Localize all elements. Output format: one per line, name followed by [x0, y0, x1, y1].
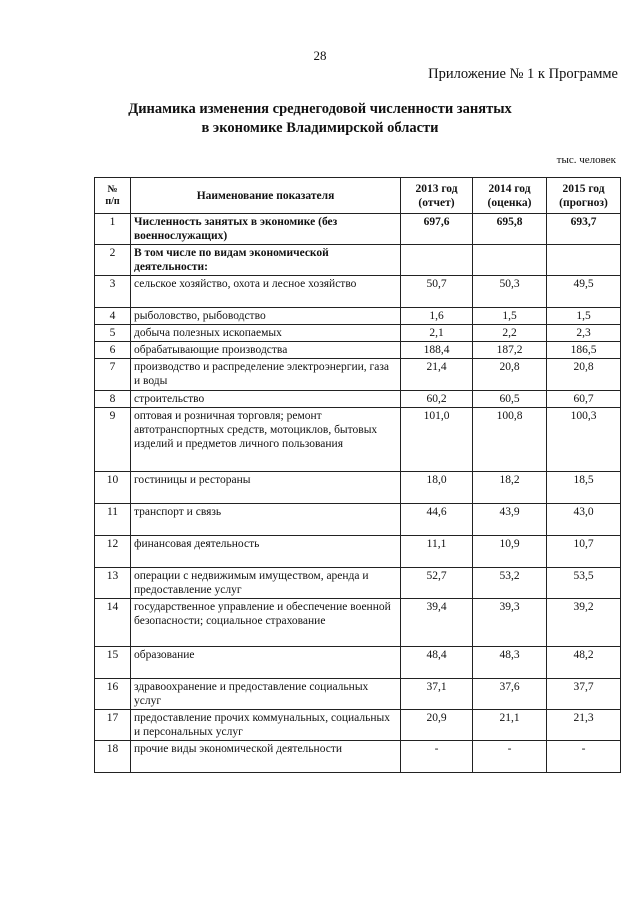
row-value-2015: 100,3 [547, 408, 621, 472]
row-value-2015: 1,5 [547, 308, 621, 325]
row-value-2013: 697,6 [401, 214, 473, 245]
row-value-2015: 693,7 [547, 214, 621, 245]
appendix-label: Приложение № 1 к Программе [428, 66, 618, 82]
row-value-2014: 60,5 [473, 391, 547, 408]
row-number: 13 [95, 568, 131, 599]
row-value-2013: 2,1 [401, 325, 473, 342]
row-value-2014: 1,5 [473, 308, 547, 325]
table-row [95, 536, 621, 568]
row-value-2015: 21,3 [547, 710, 621, 741]
row-value-2015: 60,7 [547, 391, 621, 408]
header-2014-line-2: (оценка) [487, 196, 532, 209]
row-value-2015: 48,2 [547, 647, 621, 679]
row-number: 11 [95, 504, 131, 536]
row-value-2013: 50,7 [401, 276, 473, 308]
row-number: 7 [95, 359, 131, 391]
row-number: 18 [95, 741, 131, 773]
table-row [95, 647, 621, 679]
row-name: добыча полезных ископаемых [131, 325, 401, 342]
row-number: 17 [95, 710, 131, 741]
row-number: 3 [95, 276, 131, 308]
header-2015-line-1: 2015 год [562, 182, 605, 195]
row-name: транспорт и связь [131, 504, 401, 536]
unit-label: тыс. человек [556, 154, 616, 166]
row-name: строительство [131, 391, 401, 408]
header-number-line-1: № [107, 183, 118, 195]
table-row [95, 710, 621, 741]
row-name: В том числе по видам экономической деятельности: [131, 245, 401, 276]
row-value-2013: 21,4 [401, 359, 473, 391]
row-value-2013: 44,6 [401, 504, 473, 536]
table-row [95, 359, 621, 391]
row-value-2014: 187,2 [473, 342, 547, 359]
table-row [95, 214, 621, 245]
row-value-2013: 188,4 [401, 342, 473, 359]
row-number: 5 [95, 325, 131, 342]
row-name: рыболовство, рыбоводство [131, 308, 401, 325]
header-2014-line-1: 2014 год [488, 182, 531, 195]
table-row [95, 342, 621, 359]
row-value-2015 [547, 245, 621, 276]
table-row [95, 408, 621, 472]
page-number: 28 [313, 48, 327, 63]
row-value-2015: 39,2 [547, 599, 621, 647]
table-row [95, 325, 621, 342]
row-number: 14 [95, 599, 131, 647]
row-number: 8 [95, 391, 131, 408]
row-value-2015: 49,5 [547, 276, 621, 308]
row-number: 9 [95, 408, 131, 472]
row-value-2015: 20,8 [547, 359, 621, 391]
row-number: 15 [95, 647, 131, 679]
row-name: прочие виды экономической деятельности [131, 741, 401, 773]
row-name: оптовая и розничная торговля; ремонт автотранспортных средств, мотоциклов, бытовых изделий и предметов личного пользования [131, 408, 401, 472]
row-value-2013: 20,9 [401, 710, 473, 741]
table-row [95, 504, 621, 536]
row-value-2013: 37,1 [401, 679, 473, 710]
row-name: государственное управление и обеспечение военной безопасности; социальное страхование [131, 599, 401, 647]
row-value-2014: 53,2 [473, 568, 547, 599]
row-name: производство и распределение электроэнергии, газа и воды [131, 359, 401, 391]
row-value-2014: 50,3 [473, 276, 547, 308]
row-number: 6 [95, 342, 131, 359]
table-header-row [95, 178, 621, 214]
header-2014 [473, 178, 547, 214]
row-value-2014: 18,2 [473, 472, 547, 504]
row-name: финансовая деятельность [131, 536, 401, 568]
table-row [95, 679, 621, 710]
table-row [95, 599, 621, 647]
row-value-2013: 101,0 [401, 408, 473, 472]
table-row [95, 391, 621, 408]
row-value-2013: 1,6 [401, 308, 473, 325]
row-value-2015: 53,5 [547, 568, 621, 599]
row-value-2015: 43,0 [547, 504, 621, 536]
table-body [95, 214, 621, 773]
row-name: предоставление прочих коммунальных, социальных и персональных услуг [131, 710, 401, 741]
row-number: 2 [95, 245, 131, 276]
row-name: образование [131, 647, 401, 679]
title-line-1: Динамика изменения среднегодовой численности занятых [128, 101, 512, 117]
row-value-2013: 48,4 [401, 647, 473, 679]
row-value-2014: 2,2 [473, 325, 547, 342]
table-row [95, 472, 621, 504]
header-number [95, 178, 131, 214]
row-value-2014: - [473, 741, 547, 773]
row-value-2014: 21,1 [473, 710, 547, 741]
row-value-2014: 48,3 [473, 647, 547, 679]
header-2013-line-2: (отчет) [418, 196, 455, 209]
row-value-2013: 39,4 [401, 599, 473, 647]
row-number: 1 [95, 214, 131, 245]
row-value-2013: - [401, 741, 473, 773]
row-value-2015: 186,5 [547, 342, 621, 359]
row-number: 12 [95, 536, 131, 568]
row-value-2014 [473, 245, 547, 276]
row-number: 10 [95, 472, 131, 504]
row-value-2013: 60,2 [401, 391, 473, 408]
employment-table [94, 177, 621, 773]
row-name: операции с недвижимым имуществом, аренда и предоставление услуг [131, 568, 401, 599]
row-value-2015: 18,5 [547, 472, 621, 504]
table-row [95, 245, 621, 276]
title-line-2: в экономике Владимирской области [201, 120, 439, 136]
row-name: сельское хозяйство, охота и лесное хозяйство [131, 276, 401, 308]
table-row [95, 276, 621, 308]
row-name: Численность занятых в экономике (без военнослужащих) [131, 214, 401, 245]
row-value-2013: 11,1 [401, 536, 473, 568]
row-name: здравоохранение и предоставление социальных услуг [131, 679, 401, 710]
row-value-2014: 43,9 [473, 504, 547, 536]
row-value-2014: 37,6 [473, 679, 547, 710]
row-number: 4 [95, 308, 131, 325]
table-row [95, 308, 621, 325]
row-name: обрабатывающие производства [131, 342, 401, 359]
header-2015 [547, 178, 621, 214]
row-value-2014: 20,8 [473, 359, 547, 391]
row-number: 16 [95, 679, 131, 710]
row-value-2013: 52,7 [401, 568, 473, 599]
row-value-2015: 2,3 [547, 325, 621, 342]
header-2015-line-2: (прогноз) [559, 196, 608, 209]
row-name: гостиницы и рестораны [131, 472, 401, 504]
header-2013-line-1: 2013 год [415, 182, 458, 195]
row-value-2014: 39,3 [473, 599, 547, 647]
row-value-2013 [401, 245, 473, 276]
header-number-line-2: п/п [105, 195, 120, 207]
header-2013 [401, 178, 473, 214]
row-value-2015: 10,7 [547, 536, 621, 568]
row-value-2013: 18,0 [401, 472, 473, 504]
table-row [95, 568, 621, 599]
row-value-2014: 10,9 [473, 536, 547, 568]
row-value-2014: 695,8 [473, 214, 547, 245]
row-value-2015: - [547, 741, 621, 773]
document-title [0, 100, 640, 138]
row-value-2014: 100,8 [473, 408, 547, 472]
header-indicator-name: Наименование показателя [131, 178, 401, 214]
table-row [95, 741, 621, 773]
row-value-2015: 37,7 [547, 679, 621, 710]
